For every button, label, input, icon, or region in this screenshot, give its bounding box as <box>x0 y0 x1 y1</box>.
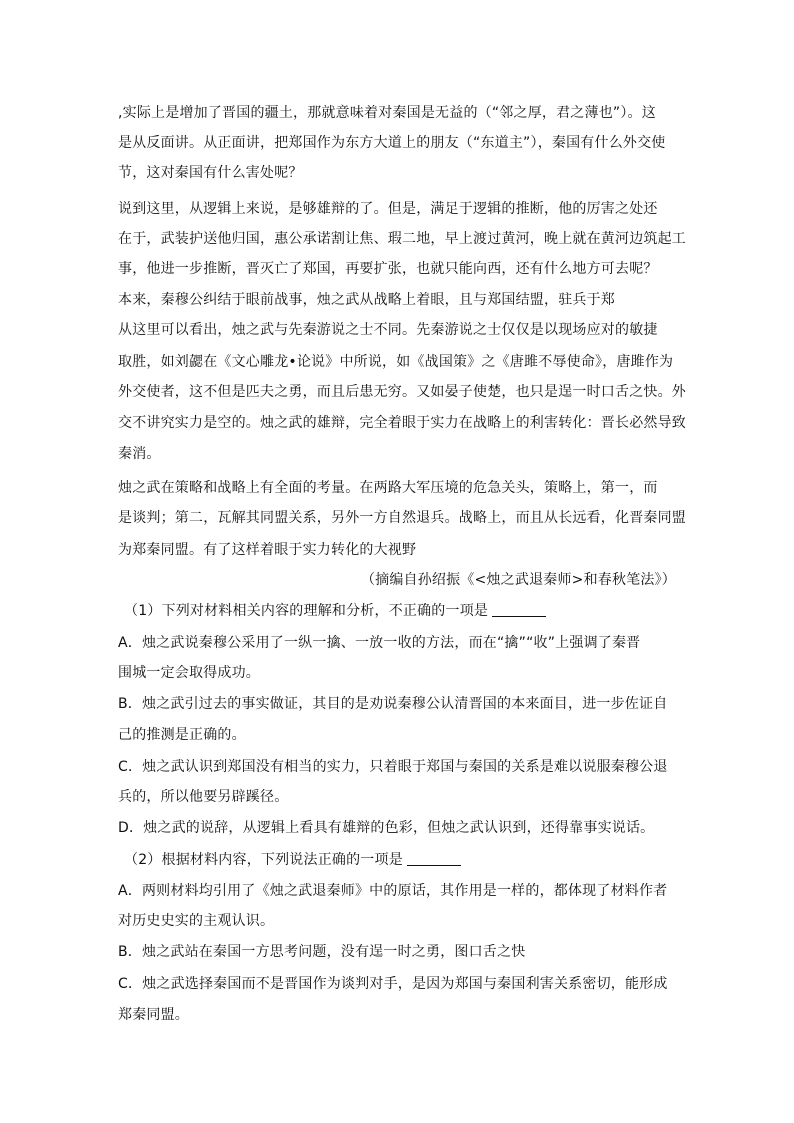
passage-line: 节，这对秦国有什么害处呢？ <box>118 165 303 181</box>
passage-line: 烛之武在策略和战略上有全面的考量。在两路大军压境的危急关头，策略上，第一，而 <box>118 480 658 496</box>
passage-line: 为郑秦同盟。有了这样着眼于实力转化的大视野 <box>118 542 417 558</box>
question-1-stem: （1）下列对材料相关内容的理解和分析，不正确的一项是 <box>124 601 684 621</box>
option-b-line-2: 己的推测是正确的。 <box>118 727 246 743</box>
question-2-stem: （2）根据材料内容，下列说法正确的一项是 <box>124 850 684 870</box>
passage-line: 交不讲究实力是空的。烛之武的雄辩，完全着眼于实力在战略上的利害转化：晋长必然导致 <box>118 415 686 431</box>
answer-blank[interactable] <box>407 851 461 866</box>
option-b-line-1: B．烛之武引过去的事实做证，其目的是劝说秦穆公认清晋国的本来面目，进一步佐证自 <box>118 696 668 712</box>
option-c-line-1: C．烛之武认识到郑国没有相当的实力，只着眼于郑国与秦国的关系是难以说服秦穆公退 <box>118 759 668 775</box>
q2-option-c-line-2: 郑秦同盟。 <box>118 1007 189 1023</box>
passage-line: 在于，武装护送他归国，惠公承诺割让焦、瑕二地，早上渡过黄河，晚上就在黄河边筑起工 <box>118 231 686 247</box>
option-a-line-1: A．烛之武说秦穆公采用了一纵一擒、一放一收的方法，而在“擒”“收”上强调了秦晋 <box>118 635 641 651</box>
q2-option-a-line-2: 对历史史实的主观认识。 <box>118 913 275 929</box>
option-d-line-1: D．烛之武的说辞，从逻辑上看具有雄辩的色彩，但烛之武认识到，还得靠事实说话。 <box>118 820 655 836</box>
q2-option-b-line-1: B．烛之武站在秦国一方思考问题，没有逞一时之勇，图口舌之快 <box>118 944 526 960</box>
passage-line: 是谈判；第二，瓦解其同盟关系，另外一方自然退兵。战略上，而且从长远看，化晋秦同盟 <box>118 510 686 526</box>
passage-line: 取胜，如刘勰在《文心雕龙•论说》中所说，如《战国策》之《唐雎不辱使命》，唐雎作为 <box>118 354 674 370</box>
passage-line: 秦消。 <box>118 446 161 462</box>
passage-line: ,实际上是增加了晋国的疆土，那就意味着对秦国是无益的（“邻之厚，君之薄也”）。这 <box>118 105 656 121</box>
option-c-line-2: 兵的，所以他要另辟蹊径。 <box>118 789 289 805</box>
passage-line: 本来，秦穆公纠结于眼前战事，烛之武从战略上着眼，且与郑国结盟，驻兵于郑 <box>118 292 615 308</box>
option-a-line-2: 围城一定会取得成功。 <box>118 665 260 681</box>
passage-line: 从这里可以看出，烛之武与先秦游说之士不同。先秦游说之士仅仅是以现场应对的敏捷 <box>118 322 658 338</box>
q2-option-c-line-1: C．烛之武选择秦国而不是晋国作为谈判对手，是因为郑国与秦国利害关系密切，能形成 <box>118 976 668 992</box>
passage-line: 外交使者，这不但是匹夫之勇，而且后患无穷。又如晏子使楚，也只是逞一时口舌之快。外 <box>118 384 686 400</box>
passage-line: 事，他进一步推断，晋灭亡了郑国，再要扩张，也就只能向西，还有什么地方可去呢？ <box>118 261 658 277</box>
source-citation: （摘编自孙绍振《<烛之武退秦师>和春秋笔法》） <box>360 572 676 588</box>
answer-blank[interactable] <box>492 602 546 617</box>
q2-option-a-line-1: A．两则材料均引用了《烛之武退秦师》中的原话，其作用是一样的，都体现了材料作者 <box>118 883 668 899</box>
passage-line: 是从反面讲。从正面讲，把郑国作为东方大道上的朋友（“东道主”），秦国有什么外交使 <box>118 135 666 151</box>
passage-line: 说到这里，从逻辑上来说，是够雄辩的了。但是，满足于逻辑的推断，他的厉害之处还 <box>118 201 658 217</box>
